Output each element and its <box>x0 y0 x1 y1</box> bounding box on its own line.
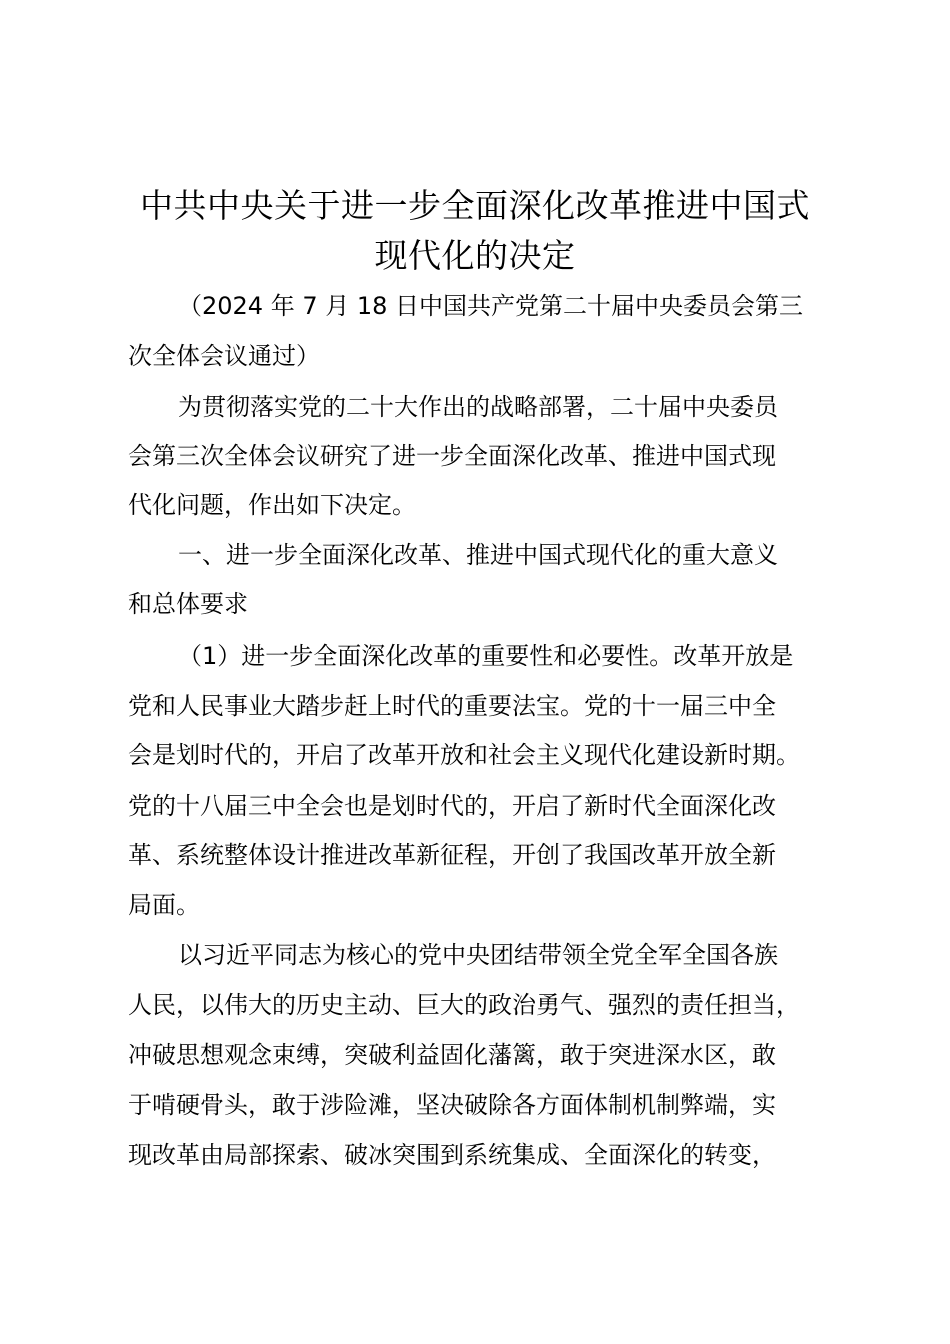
paragraph-2-line-4: 于啃硬骨头，敢于涉险滩，坚决破除各方面体制机制弊端，实 <box>128 1091 776 1119</box>
adoption-note-line-1: （2024 年 7 月 18 日中国共产党第二十届中央委员会第三 <box>178 292 804 320</box>
paragraph-1-line-1: （1）进一步全面深化改革的重要性和必要性。改革开放是 <box>178 642 794 670</box>
adoption-note-line-2: 次全体会议通过） <box>128 342 320 370</box>
paragraph-1-line-6: 局面。 <box>128 891 200 919</box>
paragraph-2-line-2: 人民，以伟大的历史主动、巨大的政治勇气、强烈的责任担当， <box>128 991 800 1019</box>
paragraph-1-line-3: 会是划时代的，开启了改革开放和社会主义现代化建设新时期。 <box>128 741 800 769</box>
section-heading-line-1: 一、进一步全面深化改革、推进中国式现代化的重大意义 <box>178 541 778 569</box>
preamble-line-2: 会第三次全体会议研究了进一步全面深化改革、推进中国式现 <box>128 442 776 470</box>
document-title-line-1: 中共中央关于进一步全面深化改革推进中国式 <box>140 186 810 225</box>
preamble-line-1: 为贯彻落实党的二十大作出的战略部署，二十届中央委员 <box>178 393 778 421</box>
document-title-line-2: 现代化的决定 <box>374 236 576 275</box>
section-heading-line-2: 和总体要求 <box>128 590 248 618</box>
paragraph-2-line-1: 以习近平同志为核心的党中央团结带领全党全军全国各族 <box>178 941 778 969</box>
paragraph-1-line-4: 党的十八届三中全会也是划时代的，开启了新时代全面深化改 <box>128 792 776 820</box>
paragraph-1-line-2: 党和人民事业大踏步赶上时代的重要法宝。党的十一届三中全 <box>128 692 776 720</box>
paragraph-2-line-5: 现改革由局部探索、破冰突围到系统集成、全面深化的转变， <box>128 1141 776 1169</box>
paragraph-1-line-5: 革、系统整体设计推进改革新征程，开创了我国改革开放全新 <box>128 841 776 869</box>
paragraph-2-line-3: 冲破思想观念束缚，突破利益固化藩篱，敢于突进深水区，敢 <box>128 1041 776 1069</box>
preamble-line-3: 代化问题，作出如下决定。 <box>128 491 416 519</box>
